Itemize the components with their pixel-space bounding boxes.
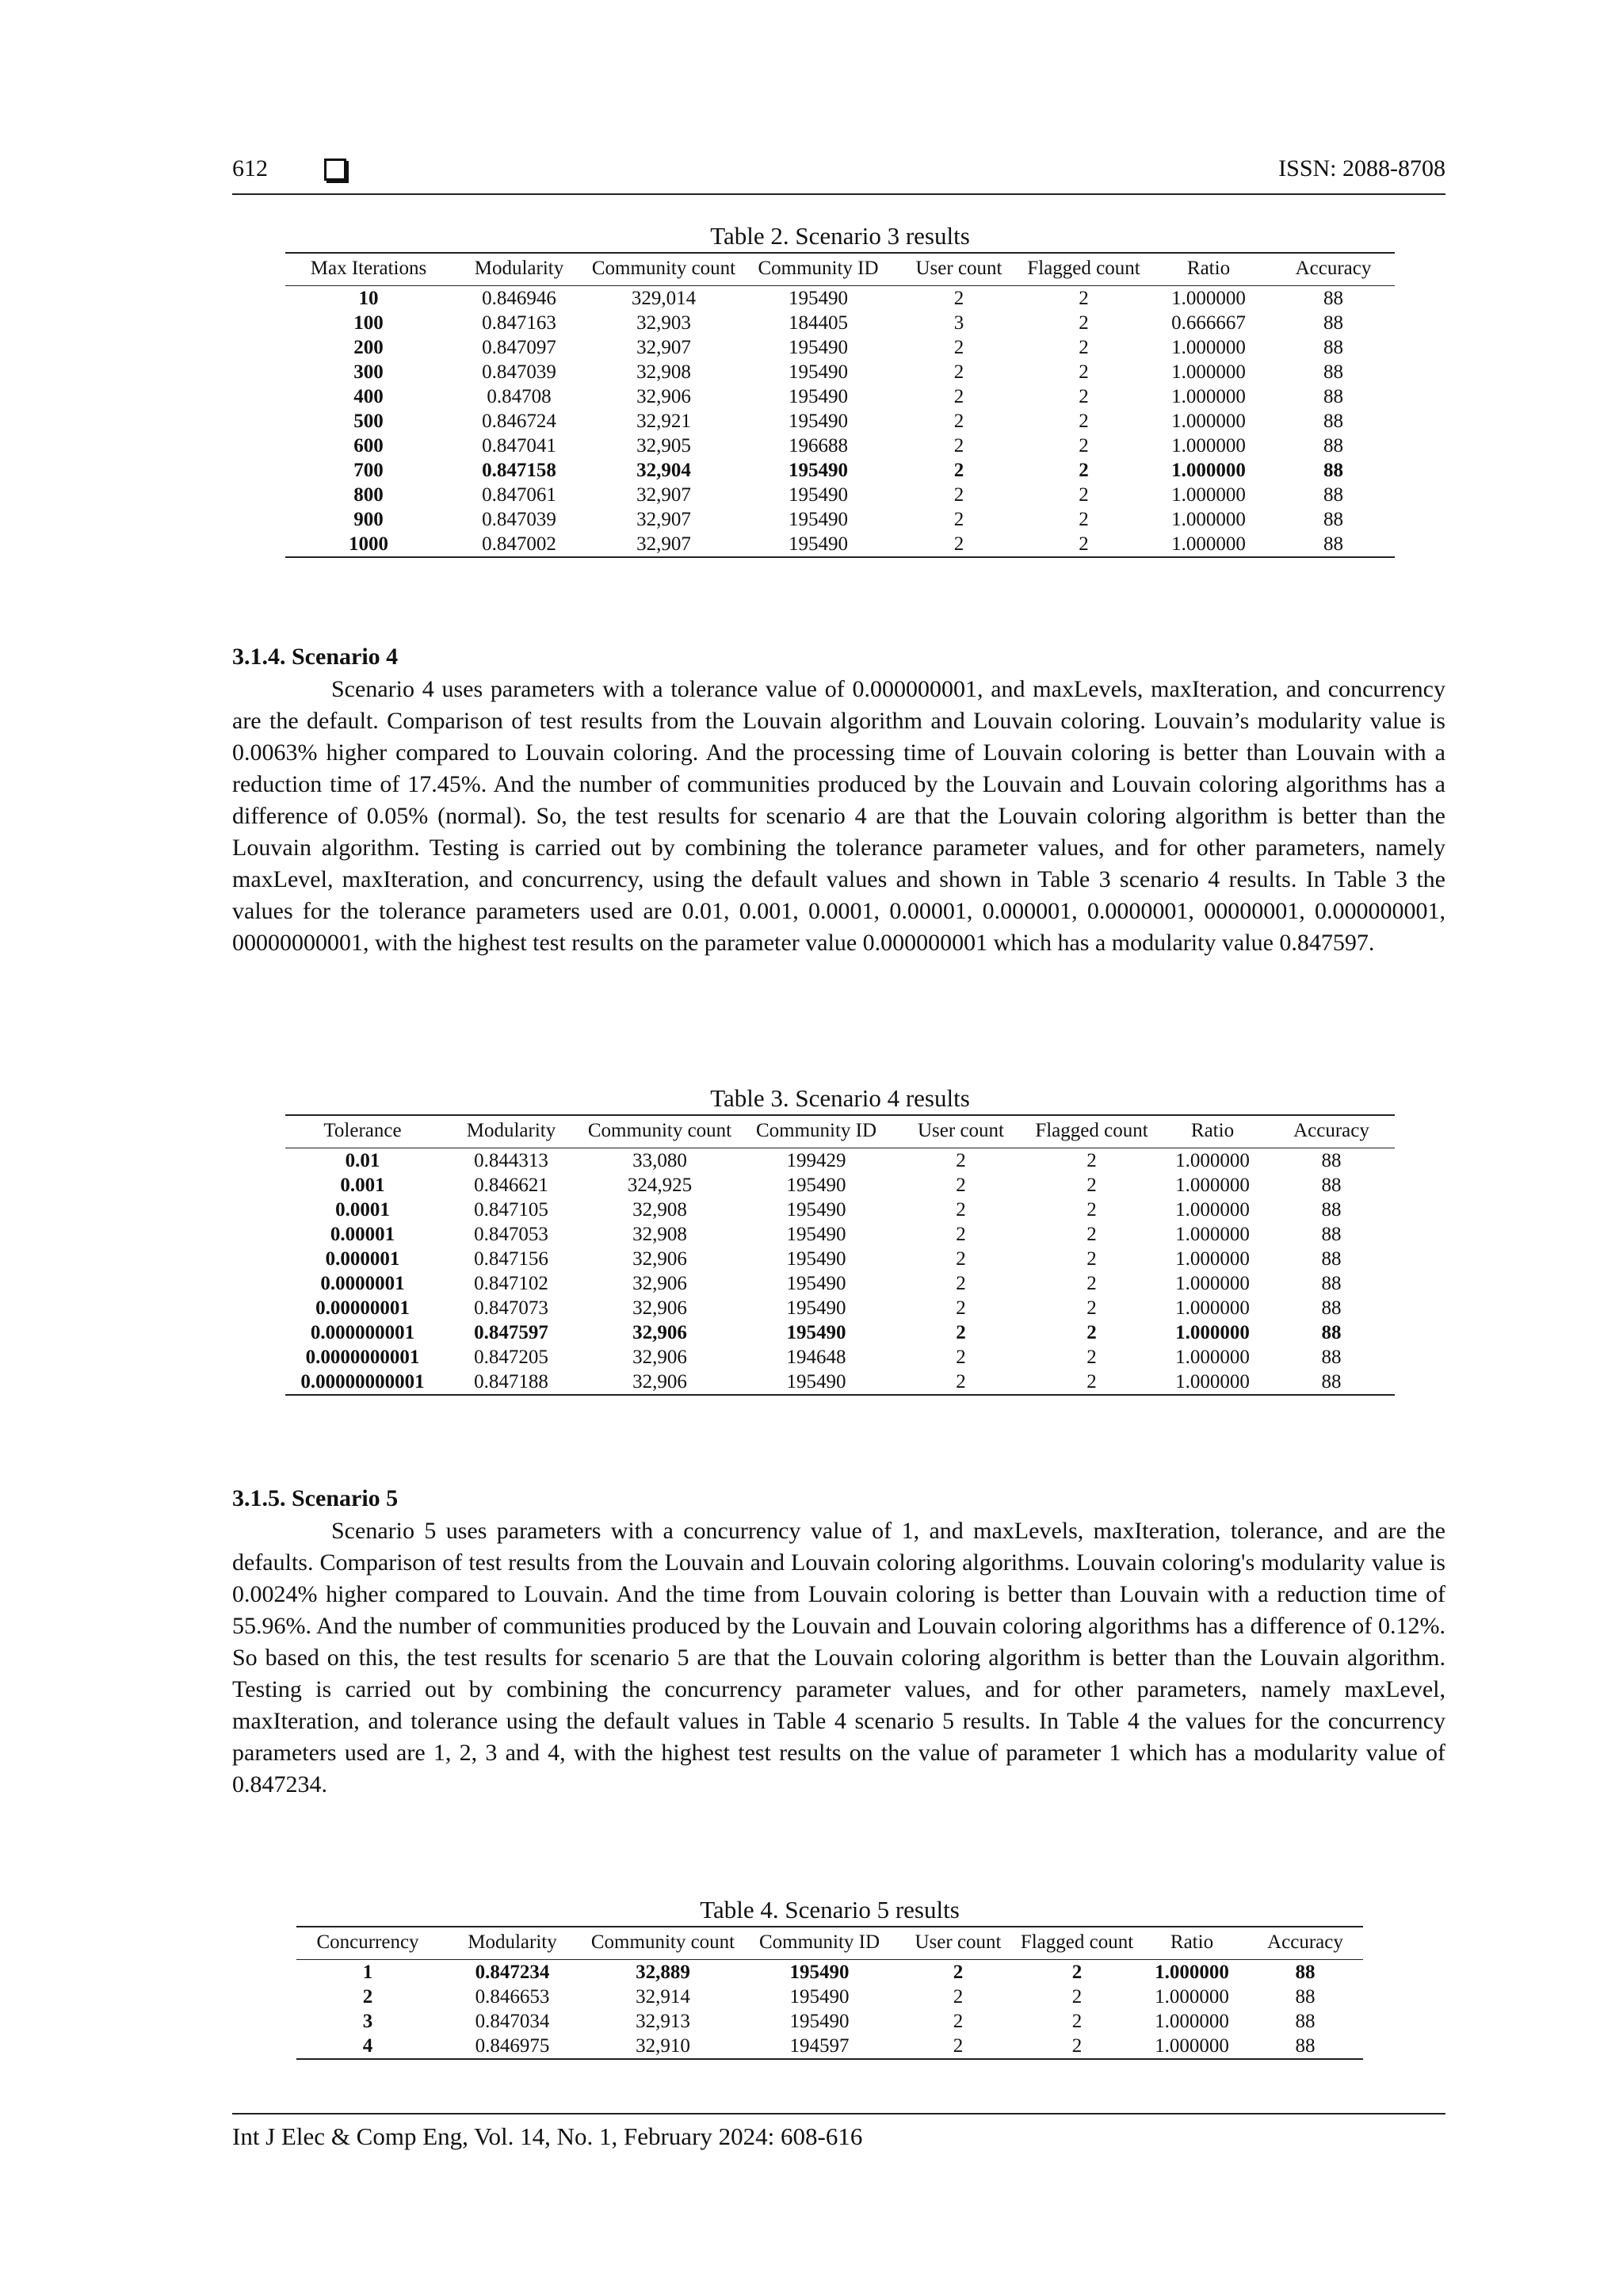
table-cell: 1.000000 (1171, 460, 1246, 481)
parameter-cell: 0.000001 (325, 1248, 400, 1270)
parameter-cell: 4 (296, 2034, 439, 2059)
table-cell: 88 (1268, 1370, 1395, 1395)
table-cell: 1.000000 (1171, 386, 1246, 407)
parameter-cell: 700 (353, 460, 384, 481)
table-cell: 2 (956, 1150, 966, 1171)
table-cell: 32,905 (636, 435, 691, 457)
table-row (285, 1247, 1395, 1271)
table-cell: 2 (1086, 1273, 1097, 1294)
table-cell: 0.847061 (482, 484, 556, 506)
table-cell: 2 (1086, 1224, 1097, 1245)
table-row (285, 1173, 1395, 1198)
table-cell: 1.000000 (1175, 1175, 1250, 1196)
table-cell: 3 (953, 312, 964, 334)
table-cell: 1.000000 (1155, 1962, 1229, 1983)
table-cell: 2 (1079, 361, 1089, 383)
table-row (296, 1985, 1363, 2009)
table-cell: 88 (1321, 1175, 1342, 1196)
table-cell: 2 (953, 435, 964, 457)
header-community-id: Community ID (737, 1115, 896, 1148)
table-cell: 2 (1086, 1297, 1097, 1319)
table-cell: 88 (1323, 411, 1343, 432)
table-cell: 2 (1071, 1986, 1083, 2008)
table-row (285, 507, 1395, 532)
table-cell: 0.847158 (482, 460, 556, 481)
table-cell: 195490 (786, 1175, 846, 1196)
table-cell: 0.847039 (482, 361, 556, 383)
table-cell: 1.000000 (1171, 337, 1246, 358)
table-cell: 88 (1247, 2034, 1363, 2059)
table-row (285, 1148, 1395, 1174)
table-cell: 2 (956, 1224, 966, 1245)
table-cell: 0.847053 (474, 1224, 548, 1245)
parameter-cell: 3 (362, 2011, 373, 2032)
table-cell: 195490 (737, 1370, 896, 1395)
header-ratio: Ratio (1157, 1115, 1268, 1148)
header-accuracy: Accuracy (1247, 1927, 1363, 1960)
parameter-cell: 100 (353, 312, 384, 334)
table-cell: 2 (1079, 435, 1089, 457)
table-cell: 32,907 (636, 509, 691, 530)
table2-caption: Table 2. Scenario 3 results (710, 222, 970, 250)
table-row (285, 483, 1395, 507)
table-cell: 32,906 (632, 1322, 687, 1343)
table-cell: 2 (1086, 1322, 1097, 1343)
table-cell: 2 (1086, 1150, 1097, 1171)
parameter-cell: 0.00000000001 (285, 1370, 440, 1395)
table-cell: 195490 (789, 411, 848, 432)
table-cell: 32,906 (582, 1370, 737, 1395)
table-cell: 0.847102 (474, 1273, 548, 1294)
header-community-count: Community count (586, 1927, 740, 1960)
table-cell: 1.000000 (1175, 1297, 1250, 1319)
table-cell: 2 (1086, 1248, 1097, 1270)
table-cell: 1.000000 (1175, 1273, 1250, 1294)
parameter-cell: 1 (362, 1962, 373, 1983)
table-cell: 2 (1079, 386, 1089, 407)
table-cell: 88 (1323, 509, 1343, 530)
table-cell: 33,080 (632, 1150, 687, 1171)
table-row (285, 1271, 1395, 1296)
table3 (285, 1114, 1395, 1396)
table-row (285, 434, 1395, 458)
table-cell: 88 (1321, 1347, 1342, 1368)
table-cell: 0.846653 (475, 1986, 550, 2008)
table-cell: 1.000000 (1175, 1347, 1250, 1368)
table-row (296, 2009, 1363, 2034)
table-cell: 1.000000 (1175, 1248, 1250, 1270)
table-cell: 88 (1321, 1199, 1342, 1221)
table-cell: 2 (956, 1248, 966, 1270)
table-cell: 0.847041 (482, 435, 556, 457)
parameter-cell: 900 (353, 509, 384, 530)
parameter-cell: 10 (358, 288, 379, 309)
table-row (285, 1296, 1395, 1320)
table-cell: 329,014 (631, 288, 697, 309)
table-cell: 32,908 (636, 361, 691, 383)
table-cell: 2 (1079, 337, 1089, 358)
table-cell: 2 (1026, 1370, 1157, 1395)
table4 (296, 1926, 1363, 2060)
table-cell: 0.847163 (482, 312, 556, 334)
table-cell: 32,889 (636, 1962, 690, 1983)
table-cell: 1.000000 (1175, 1150, 1250, 1171)
parameter-cell: 0.001 (340, 1175, 385, 1196)
table-cell: 88 (1323, 312, 1343, 334)
table-cell: 195490 (789, 484, 848, 506)
header-flagged-count: Flagged count (1026, 1115, 1157, 1148)
header-accuracy: Accuracy (1268, 1115, 1395, 1148)
table-cell: 0.847156 (474, 1248, 548, 1270)
table-cell: 1.000000 (1155, 1986, 1229, 2008)
table-cell: 2 (1071, 1962, 1083, 1983)
table-row (296, 1960, 1363, 1985)
table-cell: 2 (953, 361, 964, 383)
table-row (285, 532, 1395, 557)
table-cell: 195490 (789, 288, 848, 309)
header-modularity: Modularity (439, 1927, 586, 1960)
table-row (285, 1198, 1395, 1222)
table-cell: 0.847073 (474, 1297, 548, 1319)
table-cell: 32,906 (636, 386, 691, 407)
table-cell: 2 (1071, 2011, 1083, 2032)
table-cell: 2 (953, 411, 964, 432)
table-cell: 2 (953, 337, 964, 358)
table-cell: 88 (1295, 1986, 1316, 2008)
table-cell: 1.000000 (1145, 532, 1272, 557)
table-cell: 1.000000 (1171, 435, 1246, 457)
table-cell: 0.847039 (482, 509, 556, 530)
section-body-scenario-4: Scenario 4 uses parameters with a tolerance value of 0.000000001, and maxLevels, maxIteration, and concurrency are the default. Comparison of test results from the Louvain algorithm and Louvain coloring. Louvain’s modularity value is 0.0063% higher compared to Louvain coloring. And the processing time of Louvain coloring is better than Louvain with a reduction time of 17.45%. And the number of communities produced by the Louvain and Louvain coloring algorithms has a difference of 0.05% (normal). So, the test results for scenario 4 are that the Louvain coloring algorithm is better than the Louvain algorithm. Testing is carried out by combining the tolerance parameter values, and for other parameters, namely maxLevel, maxIteration, and concurrency, using the default values and shown in Table 3 scenario 4 results. In Table 3 the values for the tolerance parameters used are 0.01, 0.001, 0.0001, 0.00001, 0.000001, 0.0000001, 00000001, 0.000000001, 00000000001, with the highest test results on the parameter value 0.000000001 which has a modularity value 0.847597. (232, 676, 1445, 956)
header-accuracy: Accuracy (1272, 253, 1395, 286)
table-row (285, 1345, 1395, 1370)
table-cell: 195490 (789, 509, 848, 530)
table-cell: 194648 (786, 1347, 846, 1368)
parameter-cell: 800 (353, 484, 384, 506)
table-cell: 88 (1321, 1273, 1342, 1294)
table-cell: 32,906 (632, 1347, 687, 1368)
table-cell: 2 (896, 1370, 1026, 1395)
table-cell: 2 (1079, 460, 1089, 481)
table-cell: 2 (1079, 484, 1089, 506)
table-cell: 2 (1079, 288, 1089, 309)
table-row (285, 1222, 1395, 1247)
parameter-cell: 400 (353, 386, 384, 407)
table-cell: 0.844313 (474, 1150, 548, 1171)
table-cell: 1.000000 (1157, 1370, 1268, 1395)
table-cell: 2 (1086, 1347, 1097, 1368)
table-cell: 195490 (786, 1297, 846, 1319)
table-cell: 195490 (789, 1962, 850, 1983)
header-max-iterations: Max Iterations (285, 253, 452, 286)
table-cell: 2 (956, 1347, 966, 1368)
table-cell: 88 (1295, 2011, 1316, 2032)
parameter-cell: 0.00001 (330, 1224, 395, 1245)
table-cell: 1.000000 (1155, 2011, 1229, 2032)
parameter-cell: 600 (353, 435, 384, 457)
header-flagged-count: Flagged count (1018, 1927, 1136, 1960)
table-cell: 88 (1321, 1322, 1342, 1343)
table-cell: 0.84708 (487, 386, 552, 407)
table-cell: 0.846975 (439, 2034, 586, 2059)
table-cell: 32,904 (636, 460, 691, 481)
parameter-cell: 0.0000000001 (305, 1347, 420, 1368)
table-cell: 88 (1321, 1224, 1342, 1245)
table-cell: 0.847205 (474, 1347, 548, 1368)
table-row (285, 311, 1395, 335)
table-cell: 1.000000 (1171, 411, 1246, 432)
table-cell: 2 (1079, 509, 1089, 530)
table3-caption: Table 3. Scenario 4 results (710, 1084, 970, 1112)
table-cell: 0.666667 (1171, 312, 1246, 334)
section-title-scenario-5: 3.1.5. Scenario 5 (232, 1485, 399, 1511)
table-cell: 2 (953, 1962, 964, 1983)
journal-citation: Int J Elec & Comp Eng, Vol. 14, No. 1, February 2024: 608-616 (232, 2122, 863, 2150)
table-row (285, 1320, 1395, 1345)
table-row (285, 409, 1395, 434)
table-cell: 195490 (789, 460, 848, 481)
table4-caption: Table 4. Scenario 5 results (700, 1896, 960, 1924)
table-row (285, 286, 1395, 311)
table-cell: 2 (953, 484, 964, 506)
parameter-cell: 1000 (285, 532, 452, 557)
parameter-cell: 300 (353, 361, 384, 383)
table-row (296, 2034, 1363, 2059)
page-number: 612 (232, 155, 268, 181)
table2 (285, 252, 1395, 558)
table-cell: 195490 (786, 1322, 846, 1343)
header-modularity: Modularity (440, 1115, 582, 1148)
table-cell: 2 (956, 1273, 966, 1294)
table-cell: 195490 (789, 1986, 850, 2008)
table-cell: 88 (1323, 288, 1343, 309)
table-cell: 2 (956, 1322, 966, 1343)
header-community-id: Community ID (740, 1927, 899, 1960)
table-cell: 32,903 (636, 312, 691, 334)
parameter-cell: 0.000000001 (310, 1322, 415, 1343)
table-cell: 2 (953, 1986, 964, 2008)
table-cell: 88 (1323, 435, 1343, 457)
header-user-count: User count (896, 253, 1022, 286)
header-community-count: Community count (582, 1115, 737, 1148)
table-cell: 32,906 (632, 1297, 687, 1319)
table-cell: 88 (1321, 1248, 1342, 1270)
table-cell: 32,906 (632, 1248, 687, 1270)
header-community-count: Community count (586, 253, 741, 286)
table-cell: 0.846946 (482, 288, 556, 309)
table-cell: 88 (1323, 361, 1343, 383)
table-cell: 88 (1295, 1962, 1316, 1983)
header-modularity: Modularity (452, 253, 586, 286)
table-cell: 196688 (789, 435, 848, 457)
table-cell: 88 (1321, 1297, 1342, 1319)
table-cell: 88 (1272, 532, 1395, 557)
table-cell: 32,908 (632, 1224, 687, 1245)
table-cell: 1.000000 (1171, 361, 1246, 383)
table-cell: 195490 (786, 1199, 846, 1221)
table-cell: 195490 (789, 337, 848, 358)
table-cell: 2 (1018, 2034, 1136, 2059)
table-cell: 195490 (786, 1248, 846, 1270)
table-cell: 2 (1022, 532, 1145, 557)
table-cell: 0.846621 (474, 1175, 548, 1196)
table-cell: 194597 (740, 2034, 899, 2059)
table-cell: 324,925 (627, 1175, 693, 1196)
parameter-cell: 0.0001 (335, 1199, 390, 1221)
header-user-count: User count (899, 1927, 1018, 1960)
table-cell: 32,910 (586, 2034, 740, 2059)
table-cell: 195490 (789, 386, 848, 407)
table-cell: 2 (1086, 1199, 1097, 1221)
header-user-count: User count (896, 1115, 1026, 1148)
table-cell: 1.000000 (1175, 1224, 1250, 1245)
page-header (232, 155, 1445, 195)
header-community-id: Community ID (741, 253, 896, 286)
table-cell: 1.000000 (1171, 509, 1246, 530)
table-cell: 2 (1079, 411, 1089, 432)
parameter-cell: 0.01 (345, 1150, 380, 1171)
table-cell: 32,906 (632, 1273, 687, 1294)
table-cell: 0.847188 (440, 1370, 582, 1395)
table-cell: 32,913 (636, 2011, 690, 2032)
table-cell: 88 (1321, 1150, 1342, 1171)
table-cell: 0.847597 (474, 1322, 548, 1343)
table-row (285, 360, 1395, 384)
table-cell: 199429 (786, 1150, 846, 1171)
table-cell: 32,907 (636, 337, 691, 358)
table-cell: 2 (953, 386, 964, 407)
header-concurrency: Concurrency (296, 1927, 439, 1960)
parameter-cell: 0.00000001 (315, 1297, 410, 1319)
table-cell: 195490 (789, 361, 848, 383)
table-cell: 1.000000 (1175, 1322, 1250, 1343)
table-cell: 2 (953, 288, 964, 309)
table-cell: 32,914 (636, 1986, 690, 2008)
header-flagged-count: Flagged count (1022, 253, 1145, 286)
table-cell: 32,907 (636, 484, 691, 506)
page-footer (232, 2113, 1445, 2151)
table-cell: 195490 (786, 1224, 846, 1245)
table-cell: 2 (953, 2011, 964, 2032)
header-ratio: Ratio (1145, 253, 1272, 286)
table-row (285, 384, 1395, 409)
table-cell: 2 (953, 460, 964, 481)
table-cell: 195490 (789, 2011, 850, 2032)
table-cell: 0.846724 (482, 411, 556, 432)
table-cell: 88 (1323, 337, 1343, 358)
table-cell: 2 (956, 1297, 966, 1319)
table-cell: 2 (1079, 312, 1089, 334)
table-row (285, 1370, 1395, 1395)
parameter-cell: 200 (353, 337, 384, 358)
header-ratio: Ratio (1136, 1927, 1247, 1960)
table-cell: 0.847002 (452, 532, 586, 557)
parameter-cell: 500 (353, 411, 384, 432)
table-row (285, 458, 1395, 483)
table-cell: 1.000000 (1175, 1199, 1250, 1221)
parameter-cell: 2 (362, 1986, 373, 2008)
section-body-scenario-5: Scenario 5 uses parameters with a concurrency value of 1, and maxLevels, maxIteration, tolerance, and are the defaults. Comparison of test results from the Louvain and Louvain coloring algorithms. Louvain coloring's modularity value is 0.0024% higher compared to Louvain. And the time from Louvain coloring is better than Louvain with a reduction time of 55.96%. And the number of communities produced by the Louvain and Louvain coloring algorithms has a difference of 0.12%. So based on this, the test results for scenario 5 are that the Louvain coloring algorithm is better than the Louvain algorithm. Testing is carried out by combining the concurrency parameter values, and for other parameters, namely maxLevel, maxIteration, and tolerance using the default values in Table 4 scenario 5 results. In Table 4 the values for the concurrency parameters used are 1, 2, 3 and 4, with the highest test results on the value of parameter 1 which has a modularity value of 0.847234. (232, 1518, 1445, 1797)
table-cell: 32,908 (632, 1199, 687, 1221)
table-cell: 0.847105 (474, 1199, 548, 1221)
parameter-cell: 0.0000001 (320, 1273, 405, 1294)
issn: ISSN: 2088-8708 (1278, 155, 1445, 181)
table-cell: 2 (1086, 1175, 1097, 1196)
table-cell: 2 (896, 532, 1022, 557)
table-cell: 0.847097 (482, 337, 556, 358)
table-cell: 195490 (741, 532, 896, 557)
table-cell: 195490 (786, 1273, 846, 1294)
table-cell: 184405 (789, 312, 848, 334)
table-cell: 1.000000 (1136, 2034, 1247, 2059)
table-cell: 1.000000 (1171, 288, 1246, 309)
table-cell: 1.000000 (1171, 484, 1246, 506)
section-title-scenario-4: 3.1.4. Scenario 4 (232, 644, 399, 670)
table-cell: 32,907 (586, 532, 741, 557)
table-cell: 2 (899, 2034, 1018, 2059)
header-tolerance: Tolerance (285, 1115, 440, 1148)
table-cell: 88 (1323, 460, 1343, 481)
table-cell: 0.847034 (475, 2011, 550, 2032)
table-cell: 2 (953, 509, 964, 530)
table-cell: 2 (956, 1199, 966, 1221)
table-cell: 88 (1323, 484, 1343, 506)
table-cell: 0.847234 (475, 1962, 550, 1983)
table-cell: 32,921 (636, 411, 691, 432)
table-cell: 2 (956, 1175, 966, 1196)
table-row (285, 335, 1395, 360)
checkbox-square-icon (324, 159, 346, 181)
table-cell: 88 (1323, 386, 1343, 407)
